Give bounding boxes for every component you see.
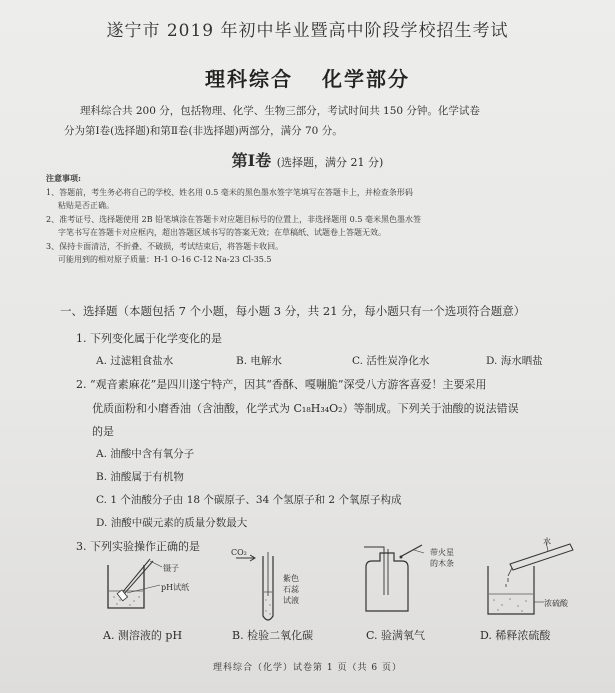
question-2-stem-line-1: 2. “观音素麻花”是四川遂宁特产，因其“香酥、嘎嘣脆”深受八方游客喜爱！主要采用 (76, 378, 487, 391)
page-footer: 理科综合（化学）试卷第 1 页（共 6 页） (213, 663, 402, 673)
part-one-heading (0, 148, 615, 171)
notes-item: 1、答题前，考生务必将自己的学校、姓名用 0.5 毫米的黑色墨水签字笔填写在答题卡上，并检查条形码 (46, 187, 413, 197)
figure-b-label-solution: 试液 (283, 596, 299, 605)
question-1-option-b: B. 电解水 (236, 355, 282, 367)
exam-title: 遂宁市 2019 年初中毕业暨高中阶段学校招生考试 (106, 21, 509, 41)
notes-block (46, 172, 576, 267)
question-3-option-b: B. 检验二氧化碳 (232, 629, 314, 642)
question-2-stem-line-2: 优质面粉和小磨香油（含油酸，化学式为 C₁₈H₃₄O₂）等制成。下列关于油酸的说法错误 (92, 402, 519, 415)
exam-subtitle (0, 63, 615, 92)
figure-d-dilution (478, 540, 588, 620)
figure-a-beaker-ph (100, 553, 210, 613)
figure-b-test-tube (230, 548, 290, 628)
question-3-option-c: C. 验满氧气 (366, 629, 426, 642)
question-1-stem: 1. 下列变化属于化学变化的是 (76, 332, 222, 345)
question-3-option-a: A. 测溶液的 pH (103, 629, 183, 642)
figure-b-label-co2: CO₂ (231, 548, 247, 557)
intro-line-2: 分为第Ⅰ卷(选择题)和第Ⅱ卷(非选择题)两部分，满分 70 分。 (64, 125, 343, 137)
question-3-option-d: D. 稀释浓硫酸 (480, 629, 551, 642)
figure-b-label-purple: 紫色 (283, 574, 299, 583)
figure-c-gas-bottle (352, 545, 442, 615)
notes-item: 可能用到的相对原子质量：H-1 O-16 C-12 Na-23 Cl-35.5 (58, 255, 272, 264)
question-3-stem: 3. 下列实验操作正确的是 (76, 540, 200, 553)
figure-b-label-litmus: 石蕊 (283, 585, 299, 594)
question-2-option-c: C. 1 个油酸分子由 18 个碳原子、34 个氢原子和 2 个氧原子构成 (96, 494, 402, 506)
notes-item: 2、准考证号、选择题使用 2B 铅笔填涂在答题卡对应题目标号的位置上，非选择题用 0.5 毫米黑色墨水签 (46, 214, 421, 224)
figure-c-label-2: 的木条 (430, 559, 454, 568)
question-1-option-c: C. 活性炭净化水 (352, 355, 430, 367)
section-heading: 一、选择题（本题包括 7 个小题，每小题 3 分，共 21 分，每小题只有一个选项符合题意） (60, 304, 526, 318)
figure-c-label-1: 带火星 (430, 548, 454, 557)
subtitle-part: 化学部分 (321, 67, 410, 91)
question-1-option-a: A. 过滤粗食盐水 (96, 355, 174, 367)
notes-item: 粘贴是否正确。 (58, 201, 114, 210)
figure-d-label-acid: 浓硫酸 (544, 599, 568, 608)
question-2-option-d: D. 油酸中碳元素的质量分数最大 (96, 517, 248, 529)
question-2-option-b: B. 油酸属于有机物 (96, 471, 184, 483)
intro-line-1: 理科综合共 200 分，包括物理、化学、生物三部分，考试时间共 150 分钟。化学试卷 (80, 105, 480, 117)
figure-d-label-water: 水 (543, 537, 551, 546)
question-2-option-a: A. 油酸中含有氧分子 (96, 448, 195, 460)
notes-item: 字笔书写在答题卡对应框内，超出答题区域书写的答案无效；在草稿纸、试题卷上答题无效。 (58, 228, 386, 237)
figure-a-label-tweezers: 镊子 (163, 564, 179, 573)
notes-item: 3、保持卡面清洁，不折叠、不破损，考试结束后，将答题卡收回。 (46, 241, 284, 251)
subtitle-subject: 理科综合 (205, 67, 294, 91)
part-one-note: (选择题，满分 21 分) (276, 156, 384, 169)
figure-a-label-paper: pH试纸 (161, 583, 190, 592)
part-one-title: 第Ⅰ卷 (231, 151, 272, 170)
question-1-option-d: D. 海水晒盐 (486, 355, 543, 367)
notes-title: 注意事项: (46, 173, 81, 183)
question-2-stem-line-3: 的是 (92, 425, 114, 438)
